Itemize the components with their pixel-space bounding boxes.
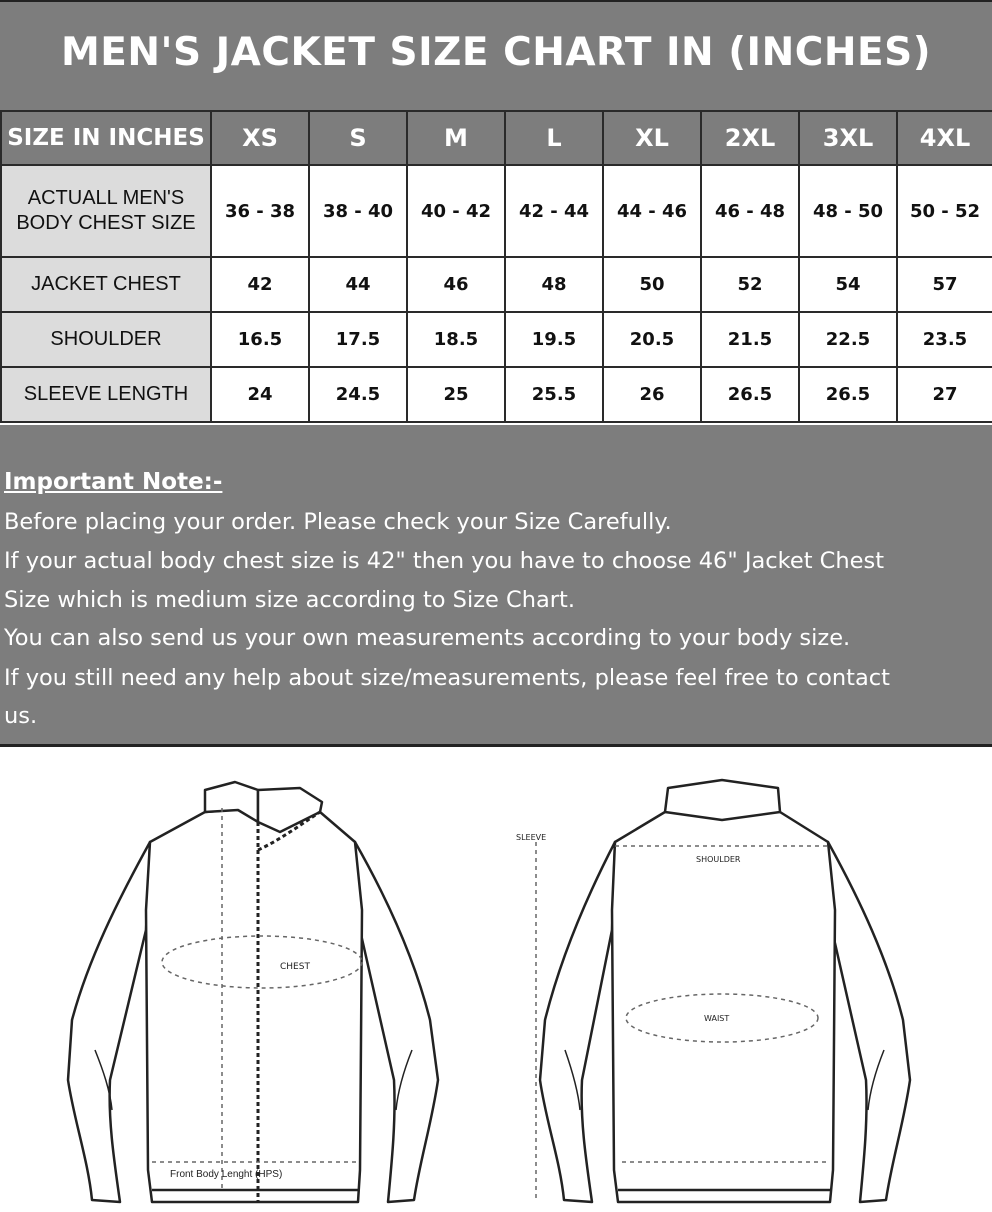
table-cell: 19.5 (505, 312, 603, 367)
table-cell: 42 (211, 257, 309, 312)
table-cell: 54 (799, 257, 897, 312)
important-note-panel (0, 425, 992, 747)
table-cell: 46 - 48 (701, 165, 799, 257)
table-cell: 26 (603, 367, 701, 422)
table-cell: 36 - 38 (211, 165, 309, 257)
table-cell: 26.5 (701, 367, 799, 422)
table-cell: 52 (701, 257, 799, 312)
jacket-measurement-illustration (0, 750, 992, 1212)
table-cell: 17.5 (309, 312, 407, 367)
row-label-body-chest (1, 165, 211, 257)
row-label-shoulder: SHOULDER (1, 312, 211, 367)
table-row (1, 165, 992, 257)
table-cell: 48 - 50 (799, 165, 897, 257)
front-length-label: Front Body Lenght (HPS) (170, 1169, 283, 1180)
table-cell: 44 - 46 (603, 165, 701, 257)
table-cell: 50 (603, 257, 701, 312)
table-cell: 42 - 44 (505, 165, 603, 257)
size-header-cell: L (505, 111, 603, 165)
size-header-cell: S (309, 111, 407, 165)
table-cell: 40 - 42 (407, 165, 505, 257)
table-cell: 22.5 (799, 312, 897, 367)
note-line: You can also send us your own measurements according to your body size. (4, 625, 851, 651)
size-header-row (1, 111, 992, 165)
title-banner (0, 0, 992, 110)
front-jacket-drawing (68, 782, 438, 1202)
size-header-cell: 2XL (701, 111, 799, 165)
table-cell: 50 - 52 (897, 165, 992, 257)
table-cell: 38 - 40 (309, 165, 407, 257)
chest-label: CHEST (280, 962, 310, 972)
table-cell: 57 (897, 257, 992, 312)
row-label-jacket-chest: JACKET CHEST (1, 257, 211, 312)
note-title: Important Note:- (4, 469, 223, 495)
sleeve-label: SLEEVE (516, 833, 547, 842)
page-title: MEN'S JACKET SIZE CHART IN (INCHES) (60, 30, 932, 75)
row-label-sleeve-length: SLEEVE LENGTH (1, 367, 211, 422)
table-cell: 25 (407, 367, 505, 422)
note-line: us. (4, 703, 38, 729)
table-row (1, 312, 992, 367)
table-cell: 23.5 (897, 312, 992, 367)
note-line: If you still need any help about size/measurements, please feel free to contact (4, 665, 890, 691)
row-label-line: BODY CHEST SIZE (16, 212, 196, 234)
size-header-label: SIZE IN INCHES (1, 111, 211, 165)
table-cell: 48 (505, 257, 603, 312)
table-cell: 44 (309, 257, 407, 312)
size-chart-table (0, 110, 992, 423)
table-cell: 26.5 (799, 367, 897, 422)
size-header-cell: M (407, 111, 505, 165)
size-header-cell: XS (211, 111, 309, 165)
size-header-cell: 4XL (897, 111, 992, 165)
back-jacket-drawing (540, 780, 910, 1202)
table-cell: 18.5 (407, 312, 505, 367)
note-line: Size which is medium size according to Size Chart. (4, 587, 576, 613)
table-cell: 16.5 (211, 312, 309, 367)
table-cell: 20.5 (603, 312, 701, 367)
row-label-line: ACTUALL MEN'S (27, 187, 185, 209)
table-cell: 46 (407, 257, 505, 312)
note-line: If your actual body chest size is 42" then you have to choose 46" Jacket Chest (4, 548, 885, 574)
size-header-cell: XL (603, 111, 701, 165)
note-line: Before placing your order. Please check your Size Carefully. (4, 509, 672, 535)
table-cell: 27 (897, 367, 992, 422)
table-row (1, 367, 992, 422)
table-cell: 24 (211, 367, 309, 422)
table-cell: 24.5 (309, 367, 407, 422)
table-cell: 25.5 (505, 367, 603, 422)
table-row (1, 257, 992, 312)
shoulder-label: SHOULDER (696, 855, 741, 864)
table-cell: 21.5 (701, 312, 799, 367)
waist-label: WAIST (704, 1014, 730, 1023)
size-header-cell: 3XL (799, 111, 897, 165)
